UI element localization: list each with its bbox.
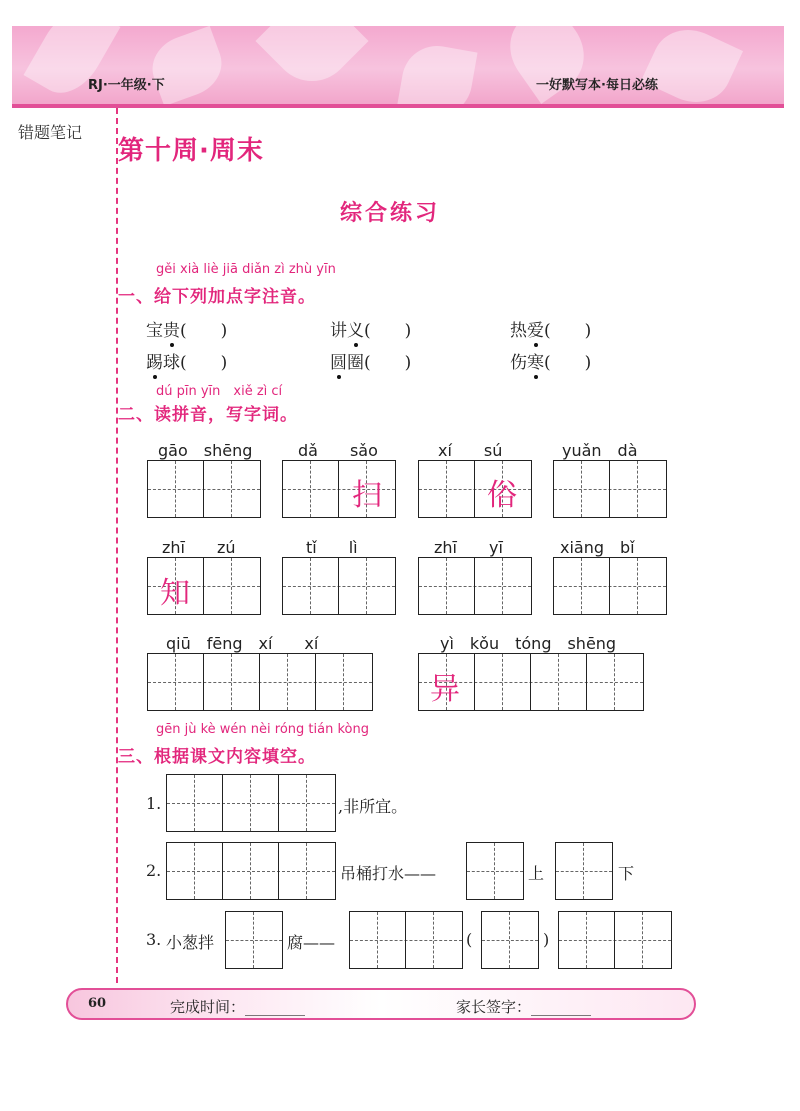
q1-grid[interactable] bbox=[166, 774, 336, 832]
item-4: 踢球( ) bbox=[146, 353, 228, 373]
q1-tail: ,非所宜。 bbox=[338, 797, 408, 816]
q2-grid[interactable] bbox=[166, 842, 336, 900]
writing-grid[interactable] bbox=[418, 557, 532, 615]
word-pinyin: zhī zú bbox=[162, 538, 236, 557]
word-pinyin: xí sú bbox=[438, 441, 503, 460]
item-6: 伤寒( ) bbox=[510, 353, 592, 373]
margin-divider bbox=[116, 108, 118, 983]
page-title: 第十周·周末 bbox=[118, 136, 264, 166]
item-5: 圆圈( ) bbox=[330, 353, 412, 373]
section1-pinyin: gěi xià liè jiā diǎn zì zhù yīn bbox=[156, 262, 336, 277]
q3-lparen: ( bbox=[466, 930, 473, 949]
page-number: 60 bbox=[88, 996, 107, 1011]
header-divider bbox=[12, 104, 784, 108]
header-left: RJ·一年级·下 bbox=[88, 78, 165, 93]
margin-label: 错题笔记 bbox=[18, 123, 83, 142]
q2-number: 2. bbox=[146, 861, 162, 880]
q2-up-grid[interactable] bbox=[466, 842, 524, 900]
section1-heading: 一、给下列加点字注音。 bbox=[118, 287, 316, 307]
q3-mid: 腐—— bbox=[287, 933, 336, 952]
q3-number: 3. bbox=[146, 930, 162, 949]
item-2: 讲义( ) bbox=[330, 321, 412, 341]
word-pinyin: dǎ sǎo bbox=[298, 441, 378, 460]
section3-heading: 三、根据课文内容填空。 bbox=[118, 747, 316, 767]
writing-grid[interactable] bbox=[553, 557, 667, 615]
q3-pre: 小葱拌 bbox=[166, 933, 215, 952]
filled-char: 异 bbox=[430, 672, 460, 707]
word-pinyin: yuǎn dà bbox=[562, 441, 638, 460]
signature-field[interactable]: 家长签字：________ bbox=[456, 998, 592, 1016]
q2-down: 下 bbox=[618, 864, 635, 883]
section3-pinyin: gēn jù kè wén nèi róng tián kòng bbox=[156, 722, 369, 737]
item-1: 宝贵( ) bbox=[146, 321, 228, 341]
filled-char: 知 bbox=[160, 576, 190, 611]
page-subtitle: 综合练习 bbox=[339, 201, 440, 226]
q3-grid-d[interactable] bbox=[558, 911, 672, 969]
q2-mid: 吊桶打水—— bbox=[340, 864, 437, 883]
filled-char: 扫 bbox=[352, 478, 382, 513]
q3-rparen: ) bbox=[543, 930, 550, 949]
writing-grid[interactable] bbox=[553, 460, 667, 518]
q3-grid-b[interactable] bbox=[349, 911, 463, 969]
q3-grid-a[interactable] bbox=[225, 911, 283, 969]
word-pinyin: zhī yī bbox=[434, 538, 503, 557]
q2-down-grid[interactable] bbox=[555, 842, 613, 900]
time-field[interactable]: 完成时间：________ bbox=[170, 998, 306, 1016]
item-3: 热爱( ) bbox=[510, 321, 592, 341]
footer-bar bbox=[66, 988, 696, 1020]
q3-grid-c[interactable] bbox=[481, 911, 539, 969]
filled-char: 俗 bbox=[487, 478, 517, 513]
q1-number: 1. bbox=[146, 794, 162, 813]
word-pinyin: tǐ lì bbox=[306, 538, 358, 557]
word-pinyin: qiū fēng xí xí bbox=[166, 634, 319, 653]
writing-grid[interactable] bbox=[282, 557, 396, 615]
section2-heading: 二、读拼音，写字词。 bbox=[118, 405, 298, 425]
q2-up: 上 bbox=[528, 864, 545, 883]
word-pinyin: xiāng bǐ bbox=[560, 538, 635, 557]
word-pinyin: yì kǒu tóng shēng bbox=[440, 634, 617, 653]
writing-grid[interactable] bbox=[147, 653, 373, 711]
section2-pinyin: dú pīn yīn xiě zì cí bbox=[156, 384, 283, 399]
writing-grid[interactable] bbox=[147, 460, 261, 518]
word-pinyin: gāo shēng bbox=[158, 441, 253, 460]
header-right: 一好默写本·每日必练 bbox=[536, 78, 658, 93]
